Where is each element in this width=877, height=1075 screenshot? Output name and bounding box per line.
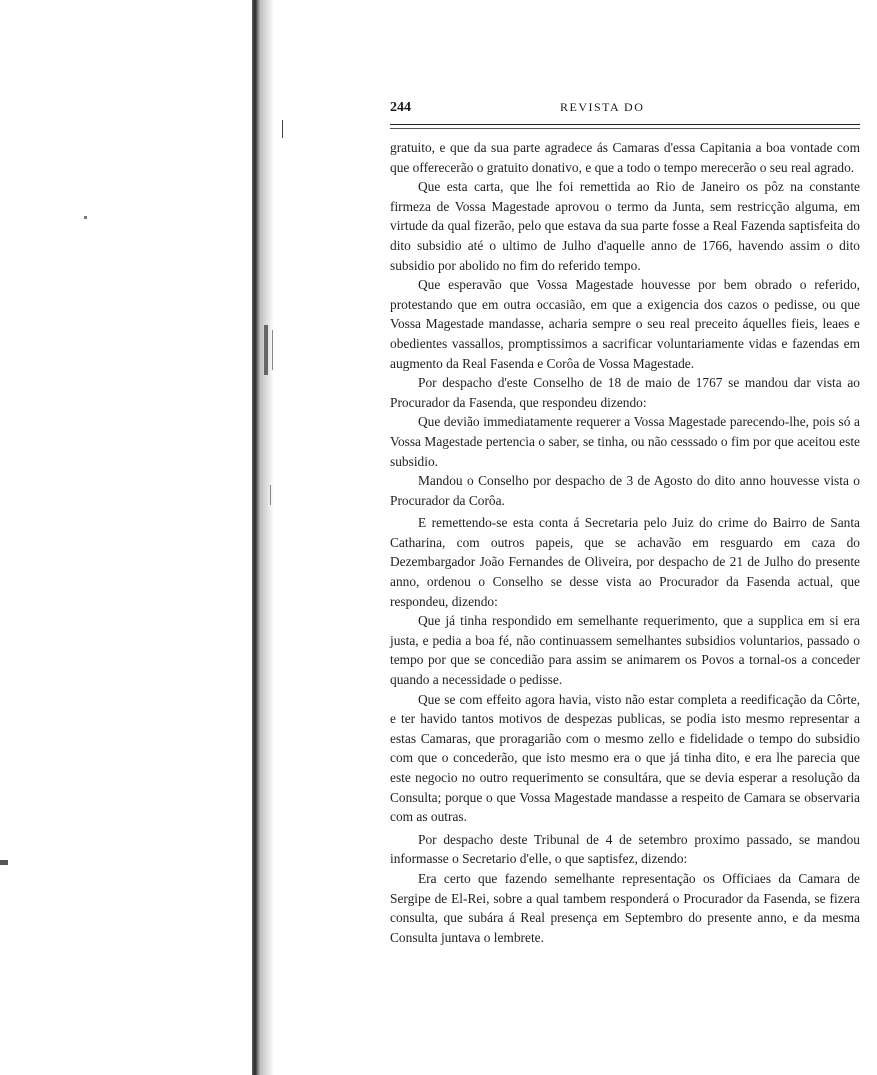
paragraph: Que esta carta, que lhe foi remettida ao Rio de Janeiro os pôz na constante firmeza de Vossa Magestade aprovou o termo da Junta, sem restricção alguma, em virtude da qual fizerão, pelo que estava da sua parte fosse a Real Fazenda saptisfeita do dito subsidio até o ultimo de Julho d'aquelle anno de 1766, havendo assim o dito subsidio por abolido no fim do referido tempo. [390,179,860,273]
margin-mark [264,325,268,375]
paragraph: gratuito, e que da sua parte agradece ás Camaras d'essa Capitania a boa vontade com que offerecerão o gratuito donativo, e que a todo o tempo merecerão o seu real agrado. [390,140,860,175]
document-page [390,100,860,947]
margin-mark [282,120,283,138]
page-header [390,100,860,120]
paragraph: Por despacho d'este Conselho de 18 de maio de 1767 se mandou dar vista ao Procurador da Fasenda, que respondeu dizendo: [390,375,860,410]
spine-shadow [260,0,274,1075]
margin-mark [270,485,271,505]
paragraph: Que se com effeito agora havia, visto não estar completa a reedificação da Côrte, e ter havido tantos motivos de despezas publicas, se podia isto mesmo representar a estas Camaras, que proragarião com o mesmo zello e fidelidade o tempo do subsidio com que o concederão, que isto mesmo era o que já tinha dito, e era lhe parecia que este negocio no outro requerimento se consultára, que se devia esperar a resolução da Consulta; porque o que Vossa Magestade mandasse a respeito de Camara se observaria com as outras. [390,691,860,825]
paragraph: Que já tinha respondido em semelhante requerimento, que a supplica em si era justa, e pedia a boa fé, não continuassem semelhantes subsidios voluntarios, passado o tempo por que se concedião para assim se animarem os Povos a tornal-os a conceder quando a necessidade o pedisse. [390,613,860,688]
margin-mark [0,860,8,865]
body-text [390,138,860,947]
running-head: REVISTA DO [560,100,645,114]
paragraph: Que devião immediatamente requerer a Vossa Magestade parecendo-lhe, pois só a Vossa Magestade pertencia o saber, se tinha, ou não cesssado o fim por que aceitou este subsidio. [390,414,860,469]
margin-mark [84,216,87,219]
paragraph: Era certo que fazendo semelhante representação os Officiaes da Camara de Sergipe de El-Rei, sobre a qual tambem responderá o Procurador da Fasenda, se fizera consulta, que subára á Real presença em Septembro do presente anno, e da mesma Consulta juntava o lembrete. [390,870,860,945]
paragraph: Que esperavão que Vossa Magestade houvesse por bem obrado o referido, protestando que em outra occasião, em que a exigencia dos cazos o pedisse, ou que Vossa Magestade mandasse, acharia sempre o seu real preceito áquelles fieis, leaes e obedientes vassallos, promptissimos a sacrificar voluntariamente vidas e fazendas em augmento da Real Fasenda e Corôa de Vossa Magestade. [390,277,860,371]
paragraph: Por despacho deste Tribunal de 4 de setembro proximo passado, se mandou informasse o Secretario d'elle, o que saptisfez, dizendo: [390,831,860,867]
paragraph: Mandou o Conselho por despacho de 3 de Agosto do dito anno houvesse vista o Procurador da Corôa. [390,473,860,508]
left-margin [0,0,268,1075]
page-number: 244 [390,100,411,115]
paragraph: E remettendo-se esta conta á Secretaria pelo Juiz do crime do Bairro de Santa Catharina, com outros papeis, que se achavão em resguardo em caza do Dezembargador João Fernandes de Oliveira, por despacho de 21 de Julho do presente anno, ordenou o Conselho se desse vista ao Procurador da Fasenda actual, que respondeu, dizendo: [390,515,860,609]
book-spine [252,0,260,1075]
header-rule [390,124,860,129]
margin-mark [272,330,273,370]
